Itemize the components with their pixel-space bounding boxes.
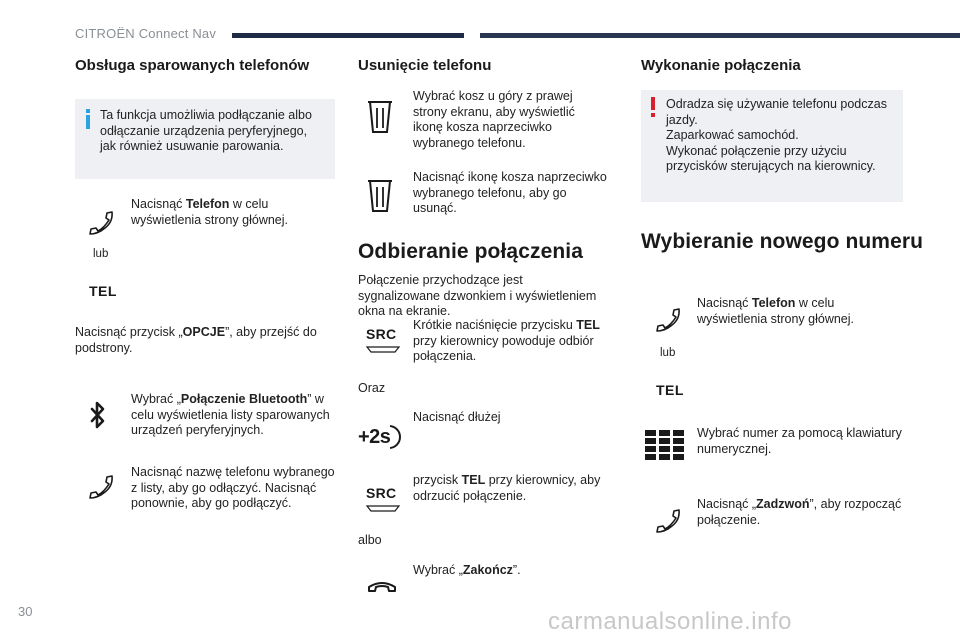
steering-button-shape	[366, 345, 400, 353]
step-press-phone: Nacisnąć Telefon w celu wyświetlenia strony głównej.	[131, 197, 289, 227]
tel-button-label: TEL	[89, 283, 117, 299]
plus-2s-icon	[357, 423, 403, 451]
plus-2s-label: +2s	[358, 426, 391, 448]
step-reject-call: przycisk TEL przy kierownicy, aby odrzucić połączenie.	[413, 473, 601, 503]
step-select-end: Wybrać „Zakończ”.	[413, 563, 521, 577]
src-label: SRC	[366, 485, 397, 501]
hang-up-icon	[367, 580, 397, 594]
step-press-trash: Nacisnąć ikonę kosza naprzeciwko wybranego telefonu, aby go usunąć.	[413, 170, 607, 215]
src-button-icon	[366, 326, 402, 356]
page-number: 30	[18, 604, 33, 619]
step-select-trash: Wybrać kosz u góry z prawej strony ekranu, aby wyświetlić ikonę kosza naprzeciwko wybranego telefonu.	[413, 89, 575, 150]
src-label: SRC	[366, 326, 397, 342]
phone-handset-icon	[655, 307, 681, 333]
warning-icon	[651, 97, 655, 117]
header-divider-right	[480, 33, 960, 38]
phone-handset-icon	[88, 474, 114, 500]
section-heading-dial-number: Wybieranie nowego numeru	[641, 230, 924, 253]
info-icon	[86, 109, 90, 129]
step-short-press-tel: Krótkie naciśnięcie przycisku TEL przy kierownicy powoduje odbiór połączenia.	[413, 318, 600, 363]
step-select-bluetooth: Wybrać „Połączenie Bluetooth” w celu wyświetlenia listy sparowanych urządzeń peryferyjnych.	[131, 392, 330, 437]
manual-header-title: CITROËN Connect Nav	[75, 26, 217, 41]
src-button-icon	[366, 485, 402, 515]
section-heading-answer-call: Odbieranie połączenia	[358, 240, 583, 263]
header-divider-left	[232, 33, 464, 38]
trash-icon	[366, 99, 394, 135]
and-label: Oraz	[358, 381, 386, 395]
section-heading-delete-phone: Usunięcie telefonu	[358, 57, 492, 74]
trash-icon	[366, 178, 394, 214]
or-label-2: albo	[358, 533, 382, 547]
step-dial-keypad: Wybrać numer za pomocą klawiatury numerycznej.	[697, 426, 902, 456]
phone-handset-icon	[655, 508, 681, 534]
step-press-phone-name: Nacisnąć nazwę telefonu wybranego z listy, aby go odłączyć. Nacisnąć ponownie, aby go podłączyć.	[131, 465, 335, 510]
bluetooth-icon	[90, 400, 106, 432]
step-press-phone-dial: Nacisnąć Telefon w celu wyświetlenia strony głównej.	[697, 296, 855, 326]
warning-text: Odradza się używanie telefonu podczas jazdy. Zaparkować samochód. Wykonać połączenie przy użyciu przycisków sterujących na kierownicy.	[666, 97, 887, 173]
keypad-icon	[645, 430, 685, 460]
watermark: carmanualsonline.info	[548, 608, 792, 635]
section-heading-paired-phones: Obsługa sparowanych telefonów	[75, 57, 310, 74]
phone-handset-icon	[88, 210, 114, 236]
step-press-call: Nacisnąć „Zadzwoń”, aby rozpocząć połączenie.	[697, 497, 902, 527]
info-text: Ta funkcja umożliwia podłączanie albo odłączanie urządzenia peryferyjnego, jak również usuwanie parowania.	[100, 108, 312, 153]
or-label-3: lub	[660, 347, 676, 359]
incoming-call-intro: Połączenie przychodzące jest sygnalizowane dzwonkiem i wyświetleniem okna na ekranie.	[358, 273, 597, 318]
section-heading-make-call: Wykonanie połączenia	[641, 57, 801, 74]
steering-button-shape	[366, 504, 400, 512]
tel-button-label-3: TEL	[656, 382, 684, 398]
or-label: lub	[93, 248, 109, 260]
step-press-options: Nacisnąć przycisk „OPCJE”, aby przejść do podstrony.	[75, 325, 317, 355]
step-press-longer: Nacisnąć dłużej	[413, 410, 501, 424]
